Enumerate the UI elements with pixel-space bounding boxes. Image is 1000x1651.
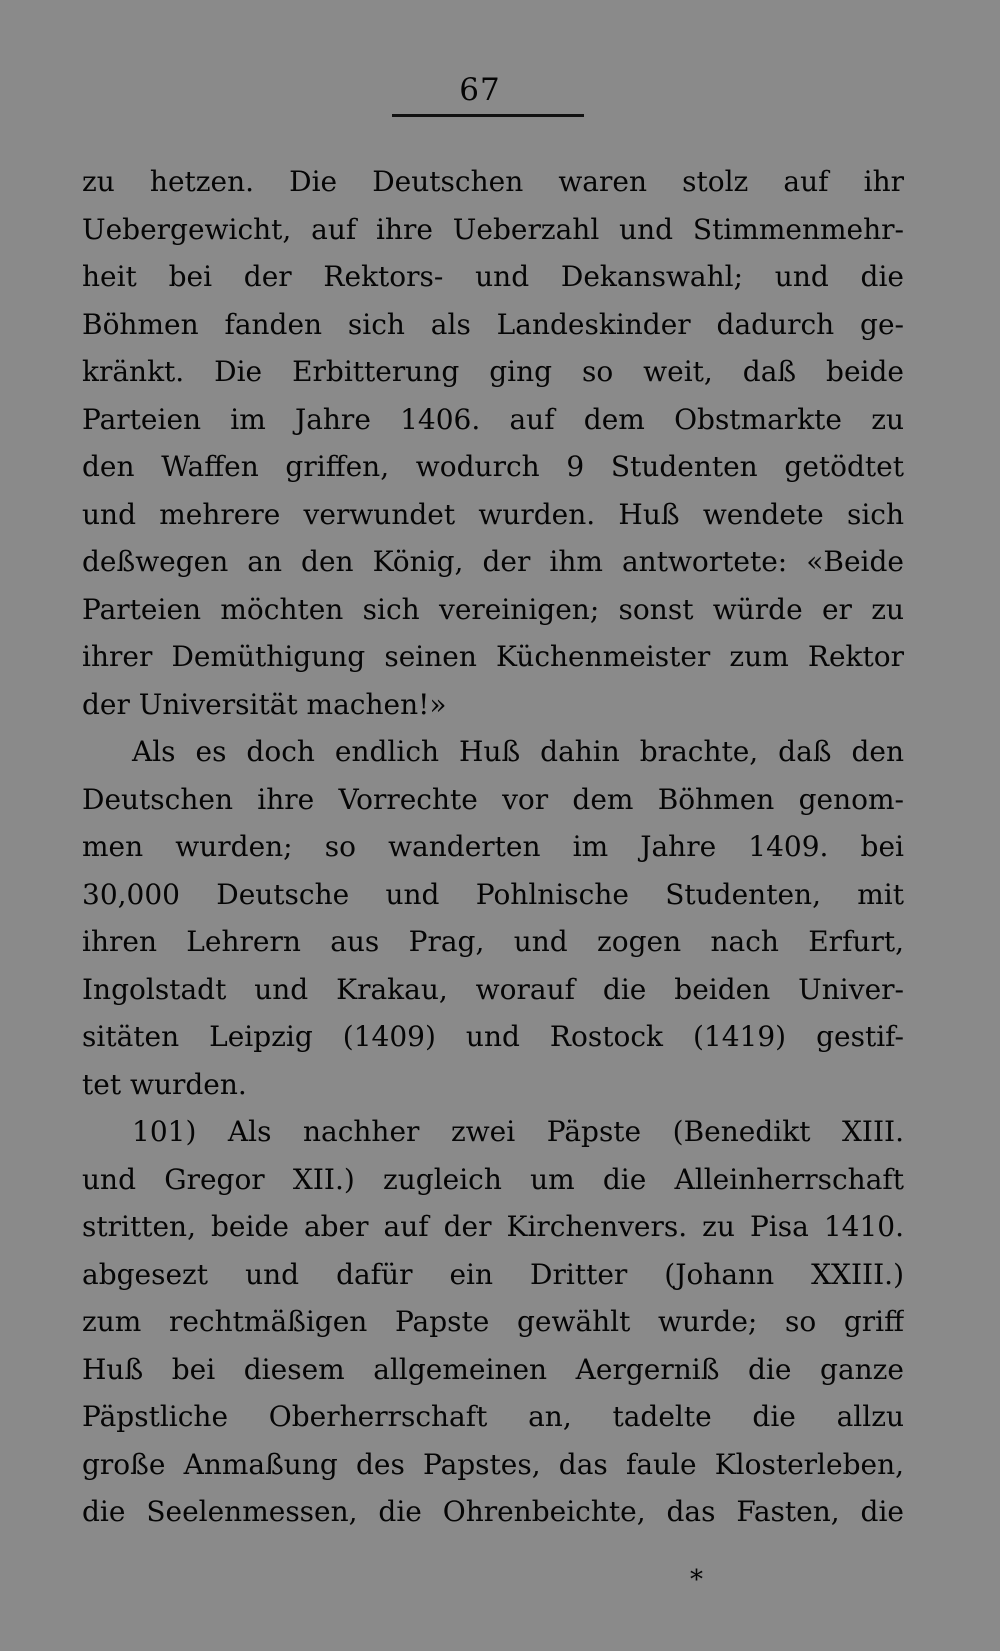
text-line: Böhmen fanden sich als Landeskinder dadurch ge- [82, 307, 904, 341]
text-line: zu hetzen. Die Deutschen waren stolz auf ihr [82, 165, 904, 198]
body-text [82, 158, 904, 1536]
text-line: den Waffen griffen, wodurch 9 Studenten getödtet [82, 450, 904, 483]
text-line: der Universität machen!» [82, 687, 447, 721]
text-line: abgesezt und dafür ein Dritter (Johann XXIII.) [82, 1257, 904, 1291]
text-line: stritten, beide aber auf der Kirchenvers. zu Pisa 1410. [82, 1210, 904, 1243]
text-line: Deutschen ihre Vorrechte vor dem Böhmen genom- [82, 782, 904, 816]
text-line: Als es doch endlich Huß dahin brachte, daß den [132, 735, 904, 768]
page-number: 67 [459, 72, 501, 108]
text-line: ihren Lehrern aus Prag, und zogen nach Erfurt, [82, 925, 904, 958]
text-line: sitäten Leipzig (1409) und Rostock (1419) gestif- [82, 1020, 904, 1053]
text-line: tet wurden. [82, 1067, 247, 1101]
text-line: Päpstliche Oberherrschaft an, tadelte die allzu [82, 1400, 904, 1433]
text-line: Huß bei diesem allgemeinen Aergerniß die ganze [82, 1352, 904, 1386]
page-number-rule [392, 114, 584, 117]
text-line: und Gregor XII.) zugleich um die Alleinherrschaft [82, 1162, 904, 1196]
text-line: 101) Als nachher zwei Päpste (Benedikt XIII. [132, 1115, 904, 1148]
text-line: deßwegen an den König, der ihm antwortete: «Beide [82, 545, 904, 578]
text-line: die Seelenmessen, die Ohrenbeichte, das Fasten, die [82, 1495, 904, 1528]
text-line: ihrer Demüthigung seinen Küchenmeister zum Rektor [82, 640, 904, 673]
text-line: men wurden; so wanderten im Jahre 1409. bei [82, 830, 904, 863]
text-line: heit bei der Rektors- und Dekanswahl; und die [82, 260, 904, 293]
text-line: 30,000 Deutsche und Pohlnische Studenten, mit [82, 877, 904, 911]
text-line: Uebergewicht, auf ihre Ueberzahl und Stimmenmehr- [82, 212, 904, 246]
text-line: und mehrere verwundet wurden. Huß wendete sich [82, 497, 904, 531]
text-line: Ingolstadt und Krakau, worauf die beiden Univer- [82, 972, 904, 1006]
text-line: große Anmaßung des Papstes, das faule Klosterleben, [82, 1447, 904, 1481]
text-line: Parteien im Jahre 1406. auf dem Obstmarkte zu [82, 402, 904, 436]
signature-mark: * [690, 1565, 703, 1595]
text-line: Parteien möchten sich vereinigen; sonst würde er zu [82, 592, 904, 626]
text-line: zum rechtmäßigen Papste gewählt wurde; so griff [82, 1305, 904, 1338]
text-line: kränkt. Die Erbitterung ging so weit, daß beide [82, 355, 904, 388]
